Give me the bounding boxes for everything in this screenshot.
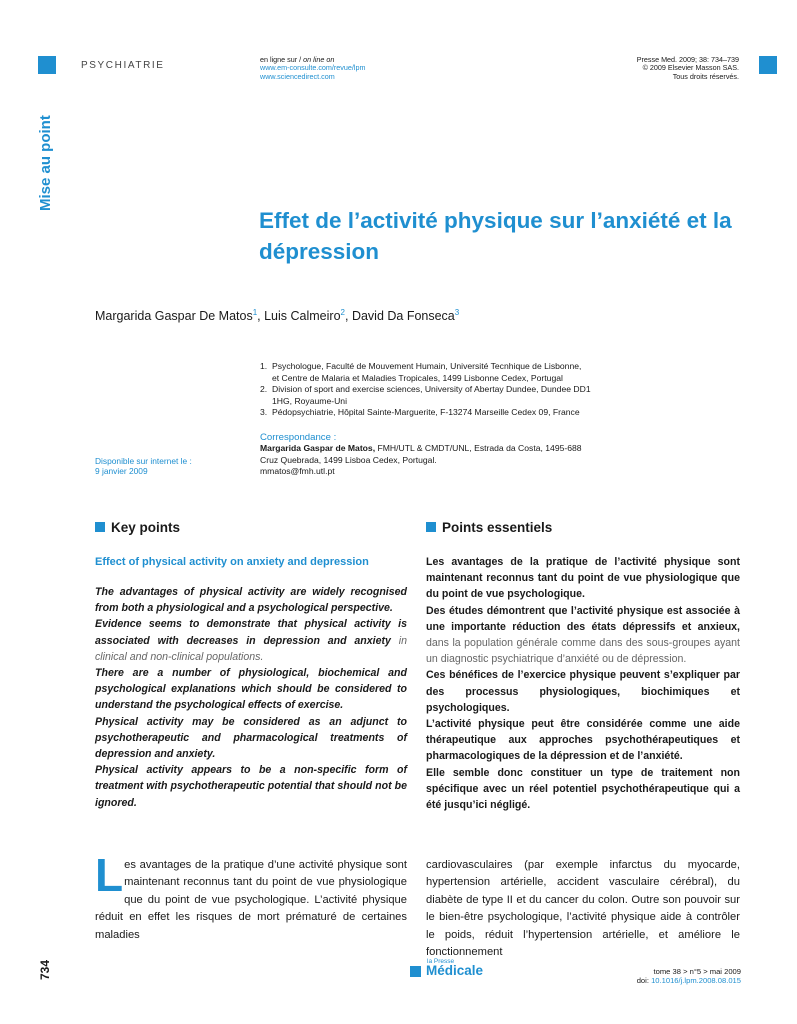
- correspondent-email[interactable]: mmatos@fmh.utl.pt: [260, 466, 335, 477]
- online-label: en ligne sur /: [260, 55, 304, 64]
- article-title: Effet de l’activité physique sur l’anxiété et la dépression: [259, 208, 732, 264]
- heading-square-icon: [95, 522, 105, 532]
- doi-link[interactable]: 10.1016/j.lpm.2008.08.015: [651, 976, 741, 986]
- author-name: Luis Calmeiro: [264, 309, 341, 323]
- author-name: David Da Fonseca: [351, 309, 455, 323]
- affiliation-item: 1. Psychologue, Faculté de Mouvement Humain, Université Tecnhique de Lisbonne, et Centre de Malaria et Maladies Tropicales, 1499 Lisbonne Cedex, Portugal: [260, 361, 582, 383]
- issue-info: tome 38 > n°5 > mai 2009 doi: 10.1016/j.lpm.2008.08.015: [636, 967, 741, 986]
- author-affiliation-ref: 3: [454, 307, 460, 317]
- header-square-left: [38, 56, 56, 74]
- correspondence-label: Correspondance :: [260, 432, 337, 443]
- citation-block: [637, 56, 739, 81]
- side-label: Mise au point: [37, 115, 54, 211]
- body-column-1: Les avantages de la pratique d’une activité physique sont maintenant reconnus tant du point de vue physiologique que du point de vue psychologique. L’activité physique réduit en effet les risques de mort prématuré de certaines maladies: [95, 849, 407, 941]
- author-affiliation-ref: 1: [252, 307, 258, 317]
- drop-cap: L: [95, 849, 124, 901]
- points-essentiels-heading: Points essentiels: [426, 520, 552, 535]
- copyright-line: © 2009 Elsevier Masson SAS.: [642, 63, 739, 73]
- heading-square-icon: [426, 522, 436, 532]
- affiliation-item: 3. Pédopsychiatrie, Hôpital Sainte-Marguerite, F-13274 Marseille Cedex 09, France: [260, 407, 580, 418]
- page-number: 734: [38, 959, 52, 980]
- author-list: Margarida Gaspar De Matos$^1$, Luis Calmeiro$^2$, David Da Fonseca$^3$: [95, 307, 460, 323]
- affiliations: [260, 361, 700, 419]
- online-label-en: on line on: [303, 55, 335, 64]
- body-column-2: cardiovasculaires (par exemple infarctus du myocarde, hypertension artérielle, accident vasculaire cérébral), du diabète de type II et du cancer du colon. Outre son pouvoir sur le bien-être psychologique, l’activité physique aide à contrôler le poids, réduit l’hypertension artérielle, et améliore le fonctionnement: [426, 859, 740, 959]
- availability-date: Disponible sur internet le : 9 janvier 2009: [95, 456, 192, 477]
- key-points-heading: Key points: [95, 520, 180, 535]
- author-affiliation-ref: 2: [340, 307, 345, 317]
- key-points-subtitle: Effect of physical activity on anxiety and depression: [95, 556, 369, 568]
- citation-line: Presse Med. 2009; 38: 734–739: [636, 55, 739, 64]
- correspondence: Correspondance : Margarida Gaspar de Matos, FMH/UTL & CMDT/UNL, Estrada da Costa, 1495-688 Cruz Quebrada, 1499 Lisboa Cedex, Portugal. mmatos@fmh.utl.pt: [260, 432, 582, 477]
- online-info: [260, 56, 365, 81]
- section-label: PSYCHIATRIE: [81, 60, 165, 71]
- points-essentiels-text: Les avantages de la pratique de l’activité physique sont maintenant reconnus tant du point de vue physiologique que du point de vue psychologique. Des études démontrent que l’activité physique est associée à une importante réduction des états dépressifs et anxieux, dans la population générale comme dans des sous-groupes ayant un diagnostic psychiatrique d’anxiété ou de dépression. Ces bénéfices de l’exercice physique peuvent s’expliquer par des processus physiologiques, biochimiques et psychologiques. L’activité physique peut être considérée comme une aide thérapeutique aux approches psychothérapeutiques et pharmacologiques de la dépression et de l’anxiété. Elle semble donc constituer un type de traitement non spécifique avec un réel potentiel psychothérapeutique qui a été jusqu’ici négligé.: [426, 556, 740, 812]
- correspondent-name: Margarida Gaspar de Matos,: [260, 443, 376, 454]
- logo-square-icon: [410, 966, 421, 977]
- url-em-consulte[interactable]: www.em-consulte.com/revue/lpm: [260, 63, 366, 73]
- header-square-right: [759, 56, 777, 74]
- author-name: Margarida Gaspar De Matos: [95, 309, 253, 323]
- key-points-text: The advantages of physical activity are widely recognised from both a physiological and a psychological perspective. Evidence seems to demonstrate that physical activity is associated with decreases in depression and anxiety in clinical and non-clinical populations. There are a number of physiological, biochemical and psychological explanations which should be considered to understand the psychological effects of exercise. Physical activity may be considered as an adjunct to psychotherapeutic and pharmacological treatments of depression and anxiety. Physical activity appears to be a non-specific form of treatment with psychotherapeutic potential that should not be ignored.: [95, 586, 407, 809]
- affiliation-item: 2. Division of sport and exercise sciences, University of Abertay Dundee, Dundee DD1 1HG, Royaume-Uni: [260, 384, 591, 406]
- url-sciencedirect[interactable]: www.sciencedirect.com: [260, 71, 335, 81]
- rights-line: Tous droits réservés.: [672, 71, 739, 81]
